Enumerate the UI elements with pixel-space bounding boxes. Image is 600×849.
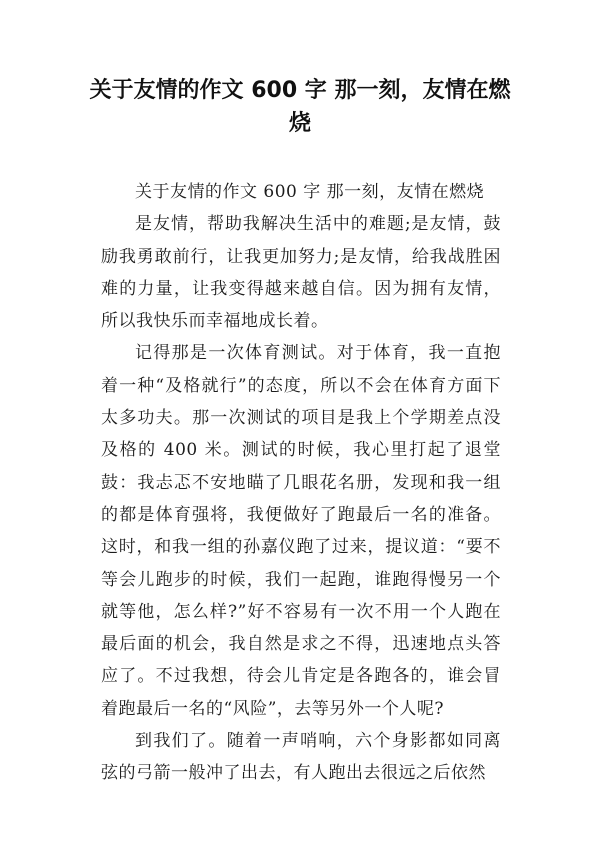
document-title: 关于友情的作文 600 字 那一刻，友情在燃烧 — [89, 78, 511, 136]
paragraph-1: 是友情，帮助我解决生活中的难题;是友情，鼓励我勇敢前行，让我更加努力;是友情，给我战胜困难的力量，让我变得越来越自信。因为拥有友情，所以我快乐而幸福地成长着。 — [101, 214, 501, 332]
paragraph-2: 记得那是一次体育测试。对于体育，我一直抱着一种“及格就行”的态度，所以不会在体育方面下太多功夫。那一次测试的项目是我上个学期差点没及格的 400 米。测试的时候，我心里打起了退堂鼓：我忐忑不安地瞄了几眼花名册，发现和我一组的都是体育强将，我便做好了跑最后一名的准备。这时，和我一组的孙嘉仪跑了过来，提议道：“要不等会儿跑步的时候，我们一起跑，谁跑得慢另一个就等他，怎么样?”好不容易有一次不用一个人跑在最后面的机会，我自然是求之不得，迅速地点头答应了。不过我想，待会儿肯定是各跑各的，谁会冒着跑最后一名的“风险”，去等另外一个人呢? — [101, 343, 501, 719]
document-body — [101, 176, 501, 790]
paragraph-subtitle: 关于友情的作文 600 字 那一刻，友情在燃烧 — [135, 182, 485, 202]
paragraph-3: 到我们了。随着一声哨响，六个身影都如同离弦的弓箭一般冲了出去，有人跑出去很远之后依然 — [101, 731, 501, 784]
